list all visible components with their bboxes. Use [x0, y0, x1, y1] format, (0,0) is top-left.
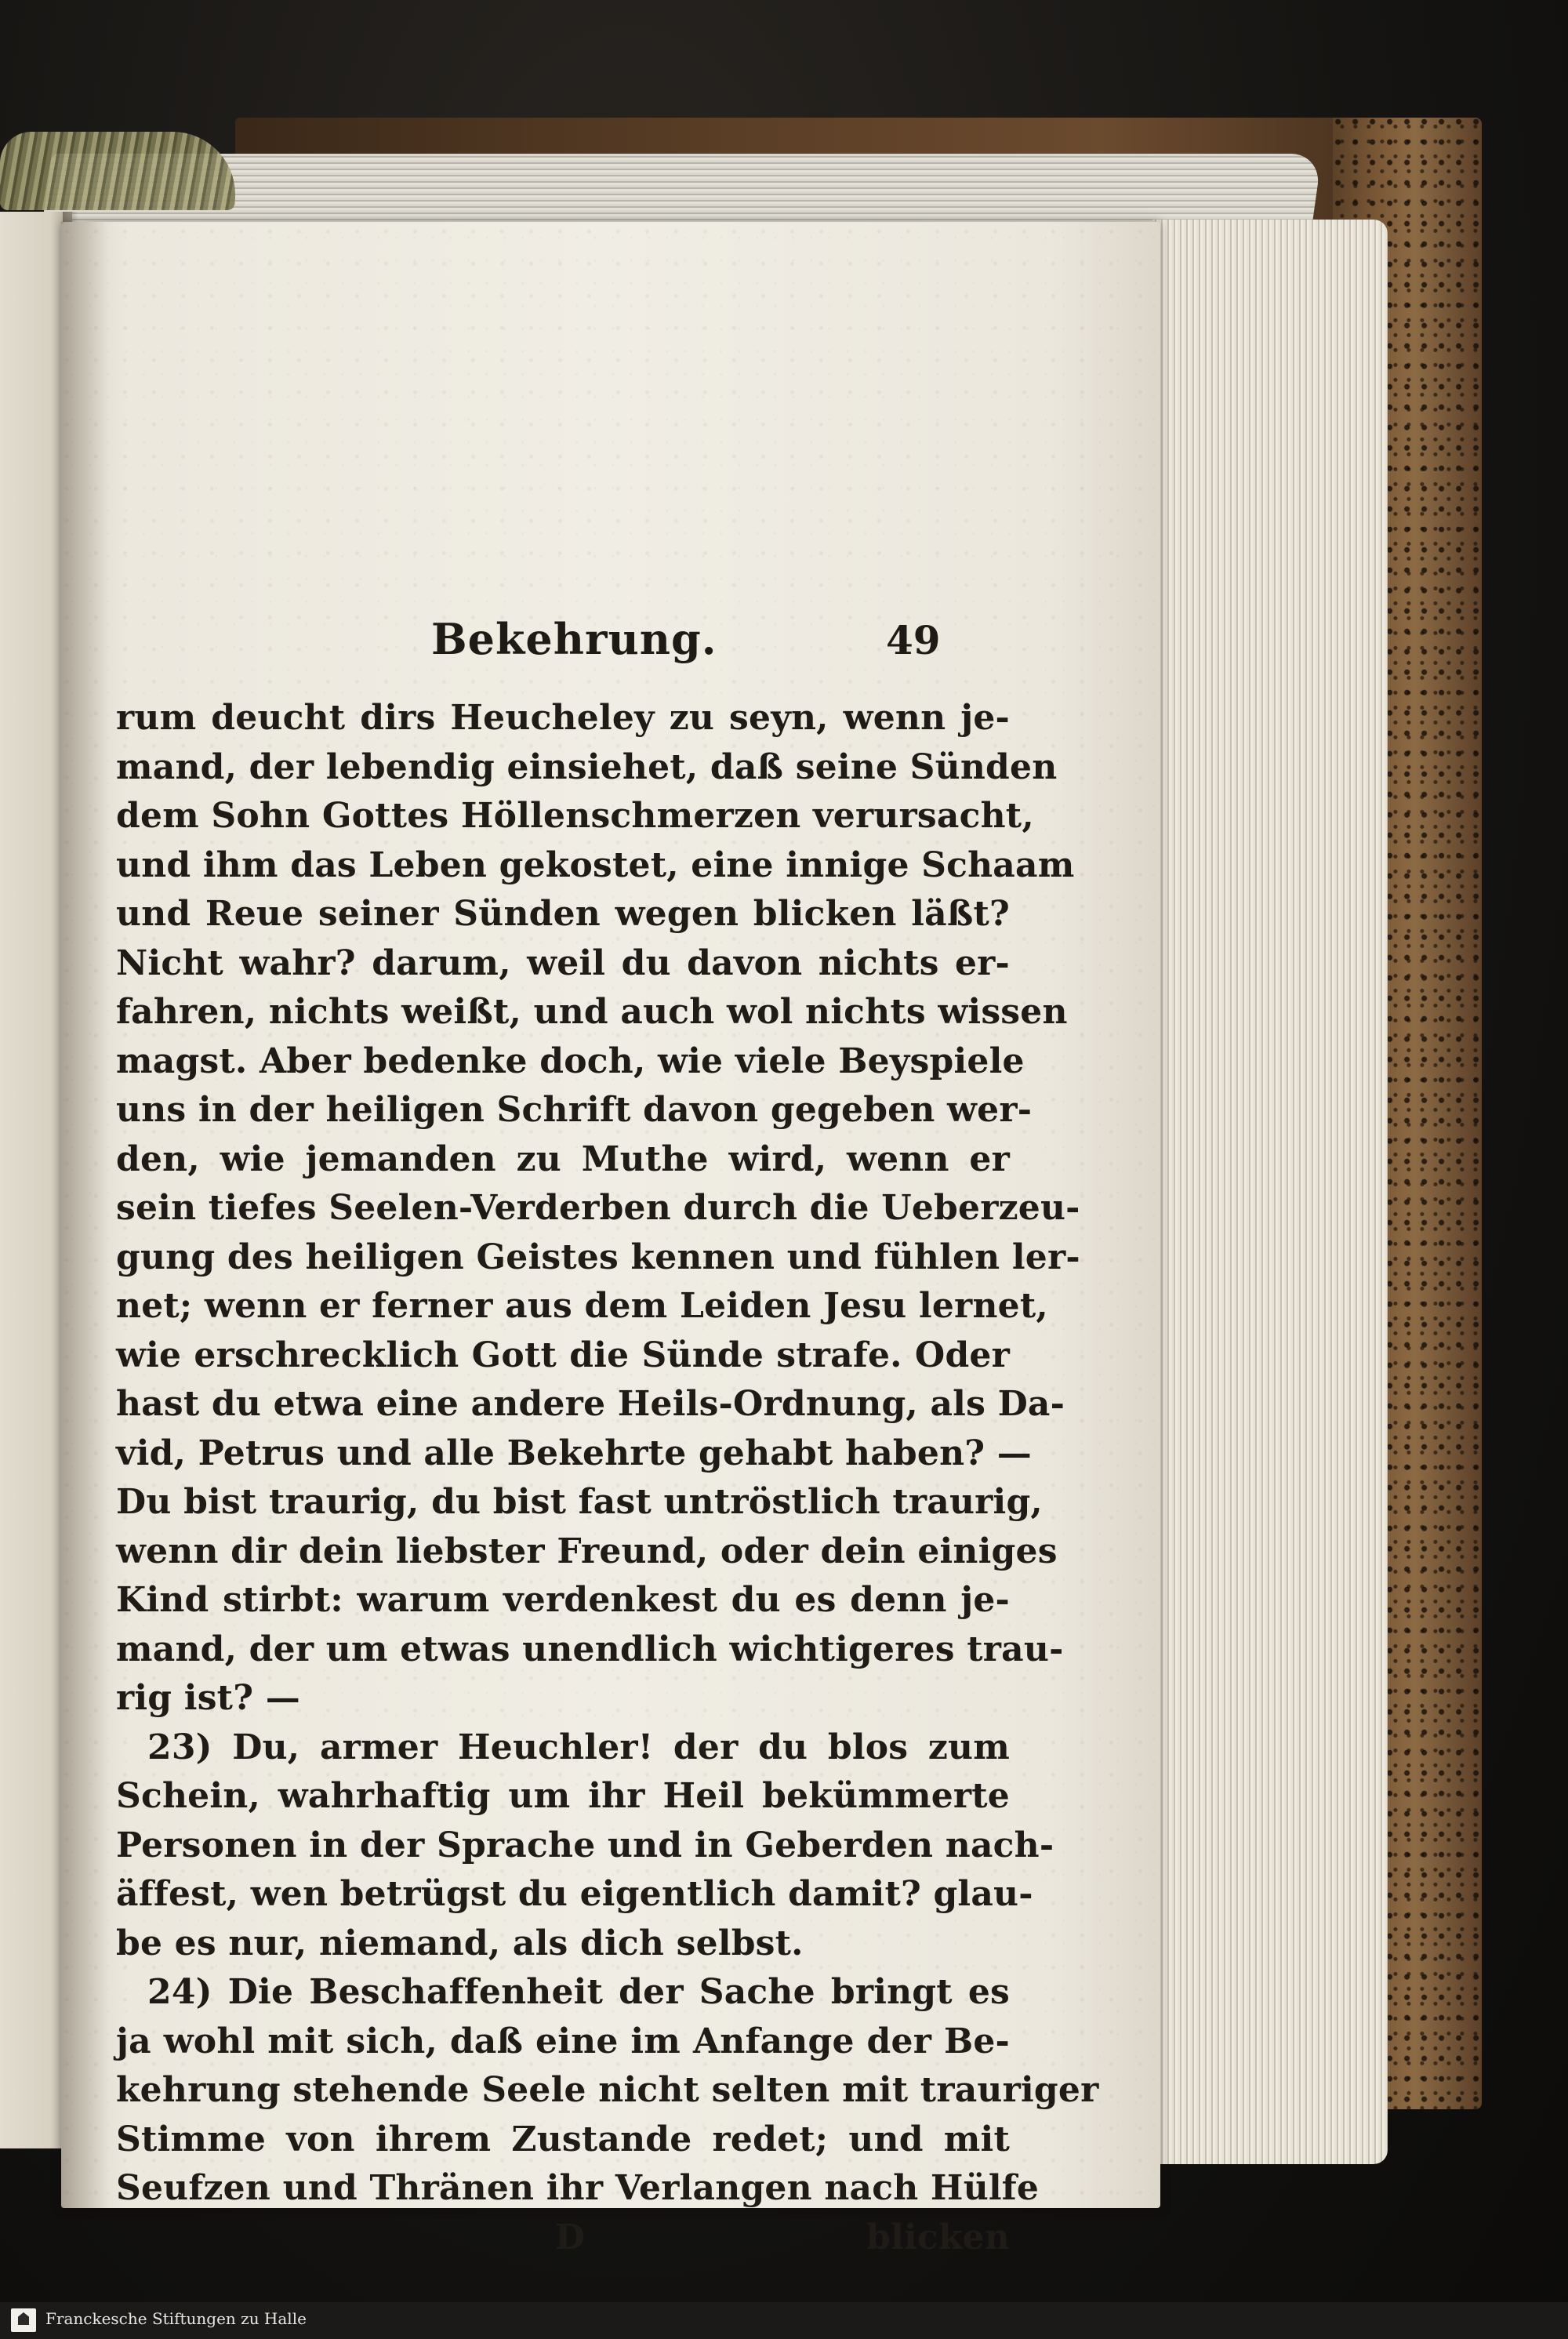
- text-line: Du bist traurig, du bist fast untröstlich traurig,: [116, 1482, 1043, 1522]
- text-line: Stimme von ihrem Zustande redet; und mit: [116, 2119, 1010, 2159]
- text-line: rig ist? —: [116, 1678, 300, 1718]
- book-page: [61, 222, 1160, 2257]
- text-line: mand, der lebendig einsiehet, daß seine Sünden: [116, 746, 1058, 787]
- text-line: kehrung stehende Seele nicht selten mit trauriger: [116, 2070, 1099, 2110]
- text-line: rum deucht dirs Heucheley zu seyn, wenn je-: [116, 698, 1010, 738]
- body-text: [116, 694, 1099, 2262]
- text-line: Personen in der Sprache und in Geberden nach-: [116, 1825, 1054, 1865]
- text-line: Schein, wahrhaftig um ihr Heil bekümmerte: [116, 1776, 1010, 1816]
- text-line: be es nur, niemand, als dich selbst.: [116, 1923, 804, 1963]
- text-line: wie erschrecklich Gott die Sünde strafe. Oder: [116, 1335, 1010, 1375]
- page-number: 49: [886, 617, 941, 663]
- text-line: wenn dir dein liebster Freund, oder dein einiges: [116, 1531, 1058, 1571]
- text-line: ja wohl mit sich, daß eine im Anfange der Be-: [116, 2021, 1010, 2061]
- text-line: äffest, wen betrügst du eigentlich damit? glau-: [116, 1874, 1033, 1914]
- signature-mark: D: [555, 2217, 586, 2257]
- running-head: [61, 614, 1160, 677]
- running-head-title: Bekehrung.: [431, 614, 717, 664]
- institution-name: Franckesche Stiftungen zu Halle: [45, 2309, 307, 2328]
- page-foot: [116, 2214, 1010, 2263]
- institution-logo-icon: [11, 2308, 36, 2332]
- headband: [0, 132, 235, 210]
- text-line: net; wenn er ferner aus dem Leiden Jesu lernet,: [116, 1286, 1048, 1326]
- paragraph-23-start: 23) Du, armer Heuchler! der du blos zum: [147, 1727, 1010, 1767]
- text-line: den, wie jemanden zu Muthe wird, wenn er: [116, 1139, 1010, 1179]
- text-line: und Reue seiner Sünden wegen blicken läßt?: [116, 894, 1010, 934]
- text-line: vid, Petrus und alle Bekehrte gehabt haben? —: [116, 1433, 1032, 1473]
- catchword: blicken: [866, 2217, 1010, 2257]
- text-line: fahren, nichts weißt, und auch wol nichts wissen: [116, 992, 1068, 1032]
- text-line: hast du etwa eine andere Heils-Ordnung, als Da-: [116, 1384, 1065, 1424]
- gutter-shadow: [61, 222, 108, 2208]
- text-line: sein tiefes Seelen-Verderben durch die Ueberzeu-: [116, 1188, 1080, 1228]
- text-line: Nicht wahr? darum, weil du davon nichts er-: [116, 943, 1010, 983]
- text-line: dem Sohn Gottes Höllenschmerzen verursacht,: [116, 796, 1034, 836]
- text-line: Kind stirbt: warum verdenkest du es denn je-: [116, 1580, 1010, 1620]
- text-line: und ihm das Leben gekostet, eine innige Schaam: [116, 844, 1075, 885]
- paragraph-24-start: 24) Die Beschaffenheit der Sache bringt es: [147, 1972, 1010, 2012]
- page-stack-edge: [1152, 220, 1388, 2164]
- text-line: mand, der um etwas unendlich wichtigeres trau-: [116, 1629, 1064, 1669]
- text-line: magst. Aber bedenke doch, wie viele Beyspiele: [116, 1041, 1025, 1081]
- text-line: Seufzen und Thränen ihr Verlangen nach Hülfe: [116, 2168, 1040, 2208]
- text-line: gung des heiligen Geistes kennen und fühlen ler-: [116, 1237, 1080, 1277]
- text-line: uns in der heiligen Schrift davon gegeben wer-: [116, 1090, 1033, 1130]
